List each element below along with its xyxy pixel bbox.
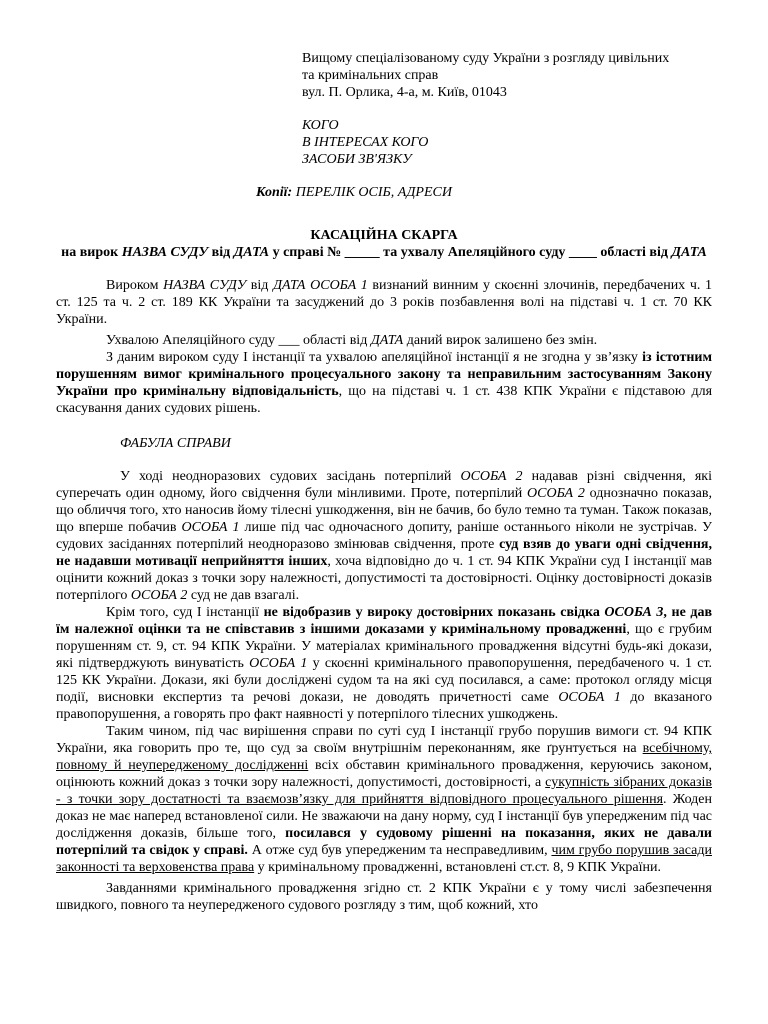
text-run: визнаний винним у скоєнні злочинів, передбачених ч. 1 ст. 125 та ч. 2 ст. 189 КК України та засуджений до 3 років позбавлення волі на підставі ч. 1 ст. 70 КК України. — [56, 278, 713, 327]
subtitle-text: у справі № _____ та ухвалу Апеляційного суду ____ області від — [269, 245, 672, 260]
subtitle-court: НАЗВА СУДУ — [121, 245, 209, 260]
text-run: , не дав їм належної оцінки та не співставив з іншими доказами у кримінальному провадженні — [56, 605, 712, 637]
copies-value: ПЕРЕЛІК ОСІБ, АДРЕСИ — [292, 185, 452, 200]
text-run: чим грубо порушив засади законності та верховенства права — [56, 843, 712, 875]
addressee-line-2: та кримінальних справ — [302, 68, 439, 83]
text-run: НАЗВА СУДУ — [163, 278, 247, 293]
text-run: ОСОБА 2 — [460, 469, 523, 484]
text-run: . Жоден доказ не має наперед встановленої сили. Не зважаючи на дану норму, суд І інстанції був упередженим під час дослідження доказів, більше того, — [56, 792, 712, 841]
text-run: Вироком — [106, 278, 164, 293]
addressee-line-1: Вищому спеціалізованому суду України з розгляду цивільних — [302, 51, 670, 66]
paragraph-verdict — [56, 277, 712, 328]
subtitle-text: на вирок — [61, 245, 122, 260]
text-run: ОСОБА 1 — [558, 690, 621, 705]
addressee-block — [302, 50, 712, 101]
text-run: сукупність зібраних доказів - з точки зору достатності та взаємозв’язку для прийняття відповідного процесуального рішення — [56, 775, 712, 807]
applicant-contacts: ЗАСОБИ ЗВ'ЯЗКУ — [302, 152, 412, 167]
text-run: ДАТА ОСОБА 1 — [273, 278, 368, 293]
applicant-whom: КОГО — [302, 118, 339, 133]
text-run: ОСОБА 2 — [130, 588, 188, 603]
text-run: даний вирок залишено без змін. — [403, 333, 598, 348]
paragraph-violation — [56, 723, 712, 876]
subtitle-date: ДАТА — [671, 245, 707, 260]
paragraph-witness — [56, 604, 712, 723]
paragraph-disagreement — [56, 349, 712, 417]
text-run: однозначно показав, що обличчя того, хто наносив йому тілесні ушкодження, він не бачив, бо було темно та туман. Також показав, що вперше побачив — [56, 486, 712, 535]
applicant-on-behalf: В ІНТЕРЕСАХ КОГО — [302, 135, 429, 150]
text-run: Таким чином, під час вирішення справи по суті суд І інстанції грубо порушив вимоги ст. 94 КПК України, яка говорить про те, що суд за своїм внутрішнім переконанням, яке ґрунтується на — [56, 724, 712, 756]
text-run: надавав різні свідчення, які суперечать один одному, його свідчення були мінливими. Проте, потерпілий — [56, 469, 712, 501]
text-run: лише під час одночасного допиту, раніше останнього ніколи не зустрічав. У судових засіданнях потерпілий неодноразово змінював свідчення, проте — [56, 520, 712, 552]
text-run: , що на підставі ч. 1 ст. 438 КПК України є підставою для скасування даних судових рішень. — [56, 384, 713, 416]
text-run: Ухвалою Апеляційного суду ___ області від — [106, 333, 371, 348]
text-run: ОСОБА 2 — [527, 486, 585, 501]
paragraph-testimony — [56, 468, 712, 604]
text-run: у скоєнні кримінального правопорушення, передбаченого ч. 1 ст. 125 КК України. Докази, які були досліджені судом та на які суд посилався, а саме: протокол огляду місця події, висновки експертиз та речові докази, не доводять причетності саме — [56, 656, 713, 705]
text-run: посилався у судовому рішенні на показання, яких не давали потерпілий та свідок у справі. — [56, 826, 712, 858]
text-run: , хоча відповідно до ч. 1 ст. 94 КПК України суд І інстанції мав оцінити кожний доказ з точки зору належності, допустимості та достовірності. Оцінку достовірності доказів потерпілого — [56, 554, 712, 603]
text-run: ОСОБА 1 — [181, 520, 240, 535]
text-run: ОСОБА 3 — [604, 605, 664, 620]
copies-line — [256, 184, 712, 201]
document-subtitle — [56, 244, 712, 261]
addressee-address: вул. П. Орлика, 4-а, м. Київ, 01043 — [302, 85, 507, 100]
text-run: , що є грубим порушенням ст. 9, ст. 94 КПК України. У матеріалах кримінального провадження відсутні будь-які докази, які підтверджують винуватість — [56, 622, 713, 671]
text-run: до вказаного правопорушення, а говорять про факт наявності у потерпілого тілесних ушкоджень. — [56, 690, 713, 722]
applicant-block — [302, 117, 712, 168]
text-run: ДАТА — [370, 333, 404, 348]
text-run: всебічному, повному й неупередженому дослідженні — [56, 741, 712, 773]
paragraph-appeal-ruling — [56, 332, 712, 349]
text-run: у кримінальному провадженні, встановлені ст.ст. 8, 9 КПК України. — [254, 860, 661, 875]
text-run: суд не дав взагалі. — [187, 588, 300, 603]
text-run: не відобразив у вироку достовірних показань свідка — [263, 605, 605, 620]
text-run: від — [246, 278, 274, 293]
subtitle-text: від — [208, 245, 234, 260]
text-run: Крім того, суд І інстанції — [106, 605, 264, 620]
text-run: У ході неодноразових судових засідань потерпілий — [120, 469, 461, 484]
text-run: А отже суд був упередженим та несправедливим, — [247, 843, 552, 858]
document-title: КАСАЦІЙНА СКАРГА — [310, 228, 458, 243]
text-run: всіх обставин кримінального провадження, керуючись законом, оцінюють кожний доказ з точки зору належності, допустимості, достовірності, а — [56, 758, 712, 790]
section-heading-fabula: ФАБУЛА СПРАВИ — [120, 436, 231, 451]
text-run: ОСОБА 1 — [249, 656, 308, 671]
subtitle-date: ДАТА — [233, 245, 270, 260]
paragraph-tasks — [56, 880, 712, 914]
text-run: З даним вироком суду І інстанції та ухвалою апеляційної інстанції я не згодна у зв’язку — [106, 350, 643, 365]
text-run: Завданнями кримінального провадження згідно ст. 2 КПК України є у тому числі забезпечення швидкого, повного та неупередженого судового розгляду з тим, щоб кожний, хто — [56, 881, 712, 913]
text-run: із істотним порушенням вимог кримінального процесуального закону та неправильним застосуванням Закону України про кримінальну відповідальність — [56, 350, 712, 399]
text-run: суд взяв до уваги одні свідчення, не надавши мотивації неприйняття інших — [56, 537, 712, 569]
copies-label: Копії: — [256, 185, 293, 200]
